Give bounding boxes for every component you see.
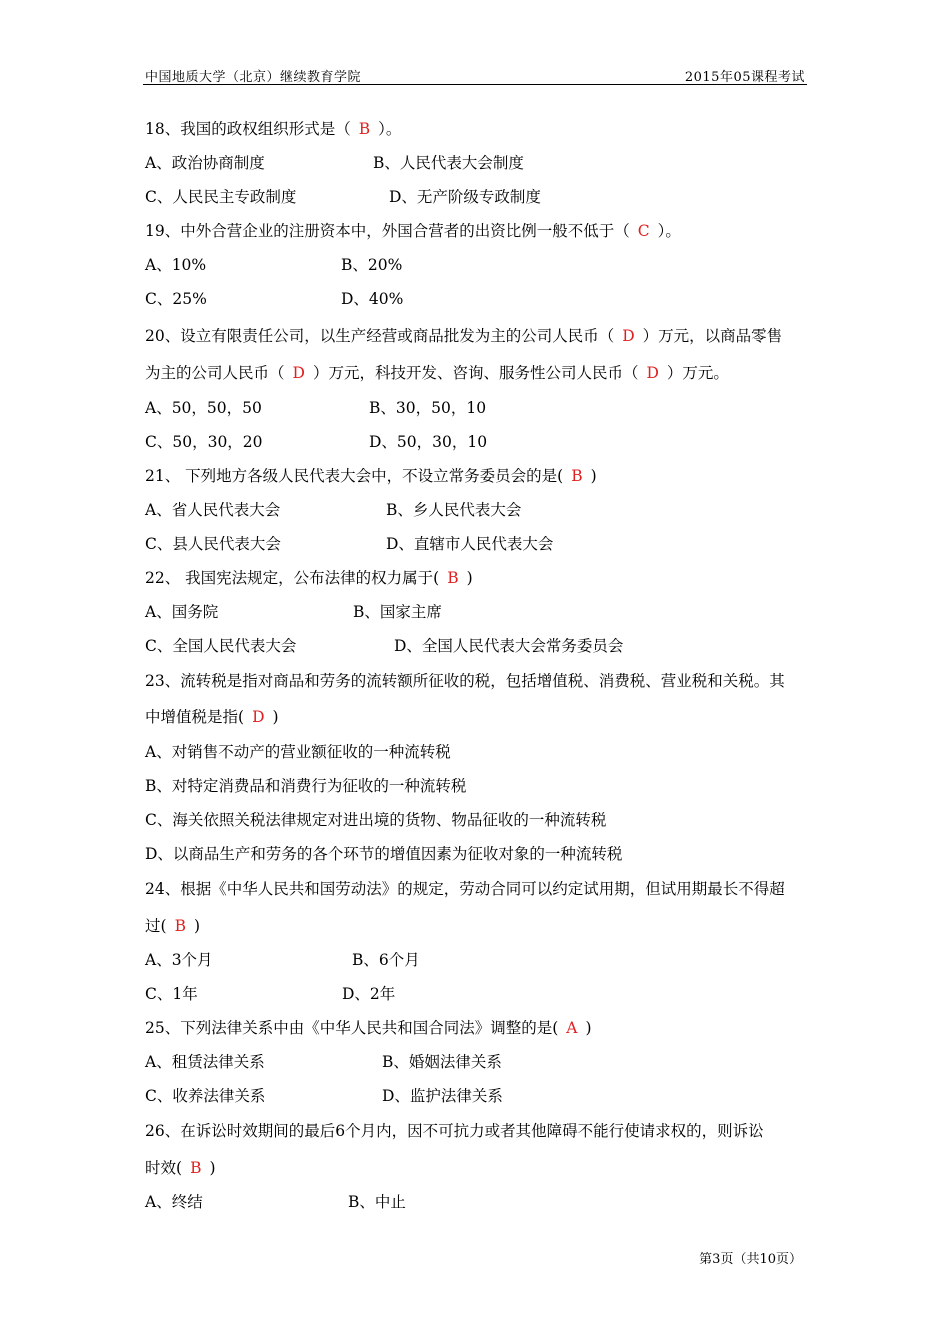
question-23-cont xyxy=(145,700,279,734)
question-text: ）。 xyxy=(378,120,402,138)
question-19 xyxy=(145,214,681,248)
question-23 xyxy=(145,664,785,698)
answer: B xyxy=(190,1159,202,1177)
question-text: ）万元。 xyxy=(666,364,729,382)
question-21 xyxy=(145,459,597,493)
option-b: B、国家主席 xyxy=(353,603,442,621)
option-c: C、1年 xyxy=(145,985,198,1003)
option-a: A、政治协商制度 xyxy=(145,154,265,172)
option-b: B、中止 xyxy=(348,1193,406,1211)
option-d: D、直辖市人民代表大会 xyxy=(386,535,554,553)
question-text: 24、根据《中华人民共和国劳动法》的规定，劳动合同可以约定试用期，但试用期最长不得超 xyxy=(145,880,785,898)
option-c: C、25% xyxy=(145,290,207,308)
question-text: 22、 我国宪法规定，公布法律的权力属于( xyxy=(145,569,440,587)
answer: B xyxy=(358,120,371,138)
question-text: ) xyxy=(590,467,597,485)
answer: D xyxy=(252,708,265,726)
question-text: 18、我国的政权组织形式是（ xyxy=(145,120,351,138)
option-c: C、全国人民代表大会 xyxy=(145,637,297,655)
question-20-cont xyxy=(145,356,729,390)
option-d: D、50，30，10 xyxy=(369,433,488,451)
question-text: ）万元，科技开发、咨询、服务性公司人民币（ xyxy=(312,364,639,382)
option-d: D、全国人民代表大会常务委员会 xyxy=(394,637,624,655)
question-text: ) xyxy=(209,1159,216,1177)
option-b: B、30，50，10 xyxy=(369,399,487,417)
question-24-cont xyxy=(145,909,200,943)
option-d: D、40% xyxy=(341,290,404,308)
answer: D xyxy=(646,364,659,382)
question-20 xyxy=(145,319,782,353)
option-b: B、6个月 xyxy=(352,951,420,969)
answer: B xyxy=(174,917,186,935)
option-a: A、国务院 xyxy=(145,603,219,621)
question-18 xyxy=(145,112,401,146)
option-d: D、以商品生产和劳务的各个环节的增值因素为征收对象的一种流转税 xyxy=(145,845,623,863)
option-b: B、对特定消费品和消费行为征收的一种流转税 xyxy=(145,777,467,795)
option-a: A、租赁法律关系 xyxy=(145,1053,265,1071)
question-text: ）万元，以商品零售 xyxy=(642,327,783,345)
question-text: ) xyxy=(193,917,201,935)
question-text: ) xyxy=(585,1019,592,1037)
question-text: 时效( xyxy=(145,1159,183,1177)
option-d: D、无产阶级专政制度 xyxy=(389,188,541,206)
question-text: 25、下列法律关系中由《中华人民共和国合同法》调整的是( xyxy=(145,1019,559,1037)
answer: D xyxy=(292,364,305,382)
question-text: ）。 xyxy=(657,222,681,240)
question-text: 23、流转税是指对商品和劳务的流转额所征收的税，包括增值税、消费税、营业税和关税。其 xyxy=(145,672,785,690)
option-c: C、县人民代表大会 xyxy=(145,535,281,553)
question-26 xyxy=(145,1114,764,1148)
question-24 xyxy=(145,872,785,906)
header-institution: 中国地质大学（北京）继续教育学院 xyxy=(145,70,362,85)
question-22 xyxy=(145,561,473,595)
option-b: B、乡人民代表大会 xyxy=(386,501,522,519)
question-26-cont xyxy=(145,1151,216,1185)
answer: D xyxy=(622,327,635,345)
option-a: A、省人民代表大会 xyxy=(145,501,281,519)
option-a: A、终结 xyxy=(145,1193,203,1211)
option-d: D、监护法律关系 xyxy=(382,1087,503,1105)
answer: C xyxy=(637,222,650,240)
option-a: A、50，50，50 xyxy=(145,399,262,417)
option-a: A、3个月 xyxy=(145,951,213,969)
question-text: 过( xyxy=(145,917,167,935)
question-text: ) xyxy=(466,569,473,587)
question-text: 19、中外合营企业的注册资本中，外国合营者的出资比例一般不低于（ xyxy=(145,222,630,240)
page-header xyxy=(143,62,807,85)
question-text: ) xyxy=(272,708,279,726)
option-b: B、人民代表大会制度 xyxy=(373,154,524,172)
question-text: 26、在诉讼时效期间的最后6个月内，因不可抗力或者其他障碍不能行使请求权的，则诉讼 xyxy=(145,1122,764,1140)
header-exam-title: 2015年05课程考试 xyxy=(684,70,805,85)
option-c: C、收养法律关系 xyxy=(145,1087,266,1105)
question-25 xyxy=(145,1011,592,1045)
option-b: B、婚姻法律关系 xyxy=(382,1053,502,1071)
question-text: 21、 下列地方各级人民代表大会中，不设立常务委员会的是( xyxy=(145,467,564,485)
option-a: A、对销售不动产的营业额征收的一种流转税 xyxy=(145,743,451,761)
option-c: C、50，30，20 xyxy=(145,433,263,451)
answer: B xyxy=(571,467,583,485)
option-b: B、20% xyxy=(341,256,403,274)
answer: A xyxy=(566,1019,578,1037)
option-d: D、2年 xyxy=(342,985,396,1003)
question-text: 中增值税是指( xyxy=(145,708,245,726)
option-c: C、人民民主专政制度 xyxy=(145,188,297,206)
option-c: C、海关依照关税法律规定对进出境的货物、物品征收的一种流转税 xyxy=(145,811,607,829)
option-a: A、10% xyxy=(145,256,207,274)
question-text: 为主的公司人民币（ xyxy=(145,364,285,382)
page-number: 第3页（共10页） xyxy=(699,1252,802,1267)
answer: B xyxy=(447,569,459,587)
question-text: 20、设立有限责任公司，以生产经营或商品批发为主的公司人民币（ xyxy=(145,327,615,345)
